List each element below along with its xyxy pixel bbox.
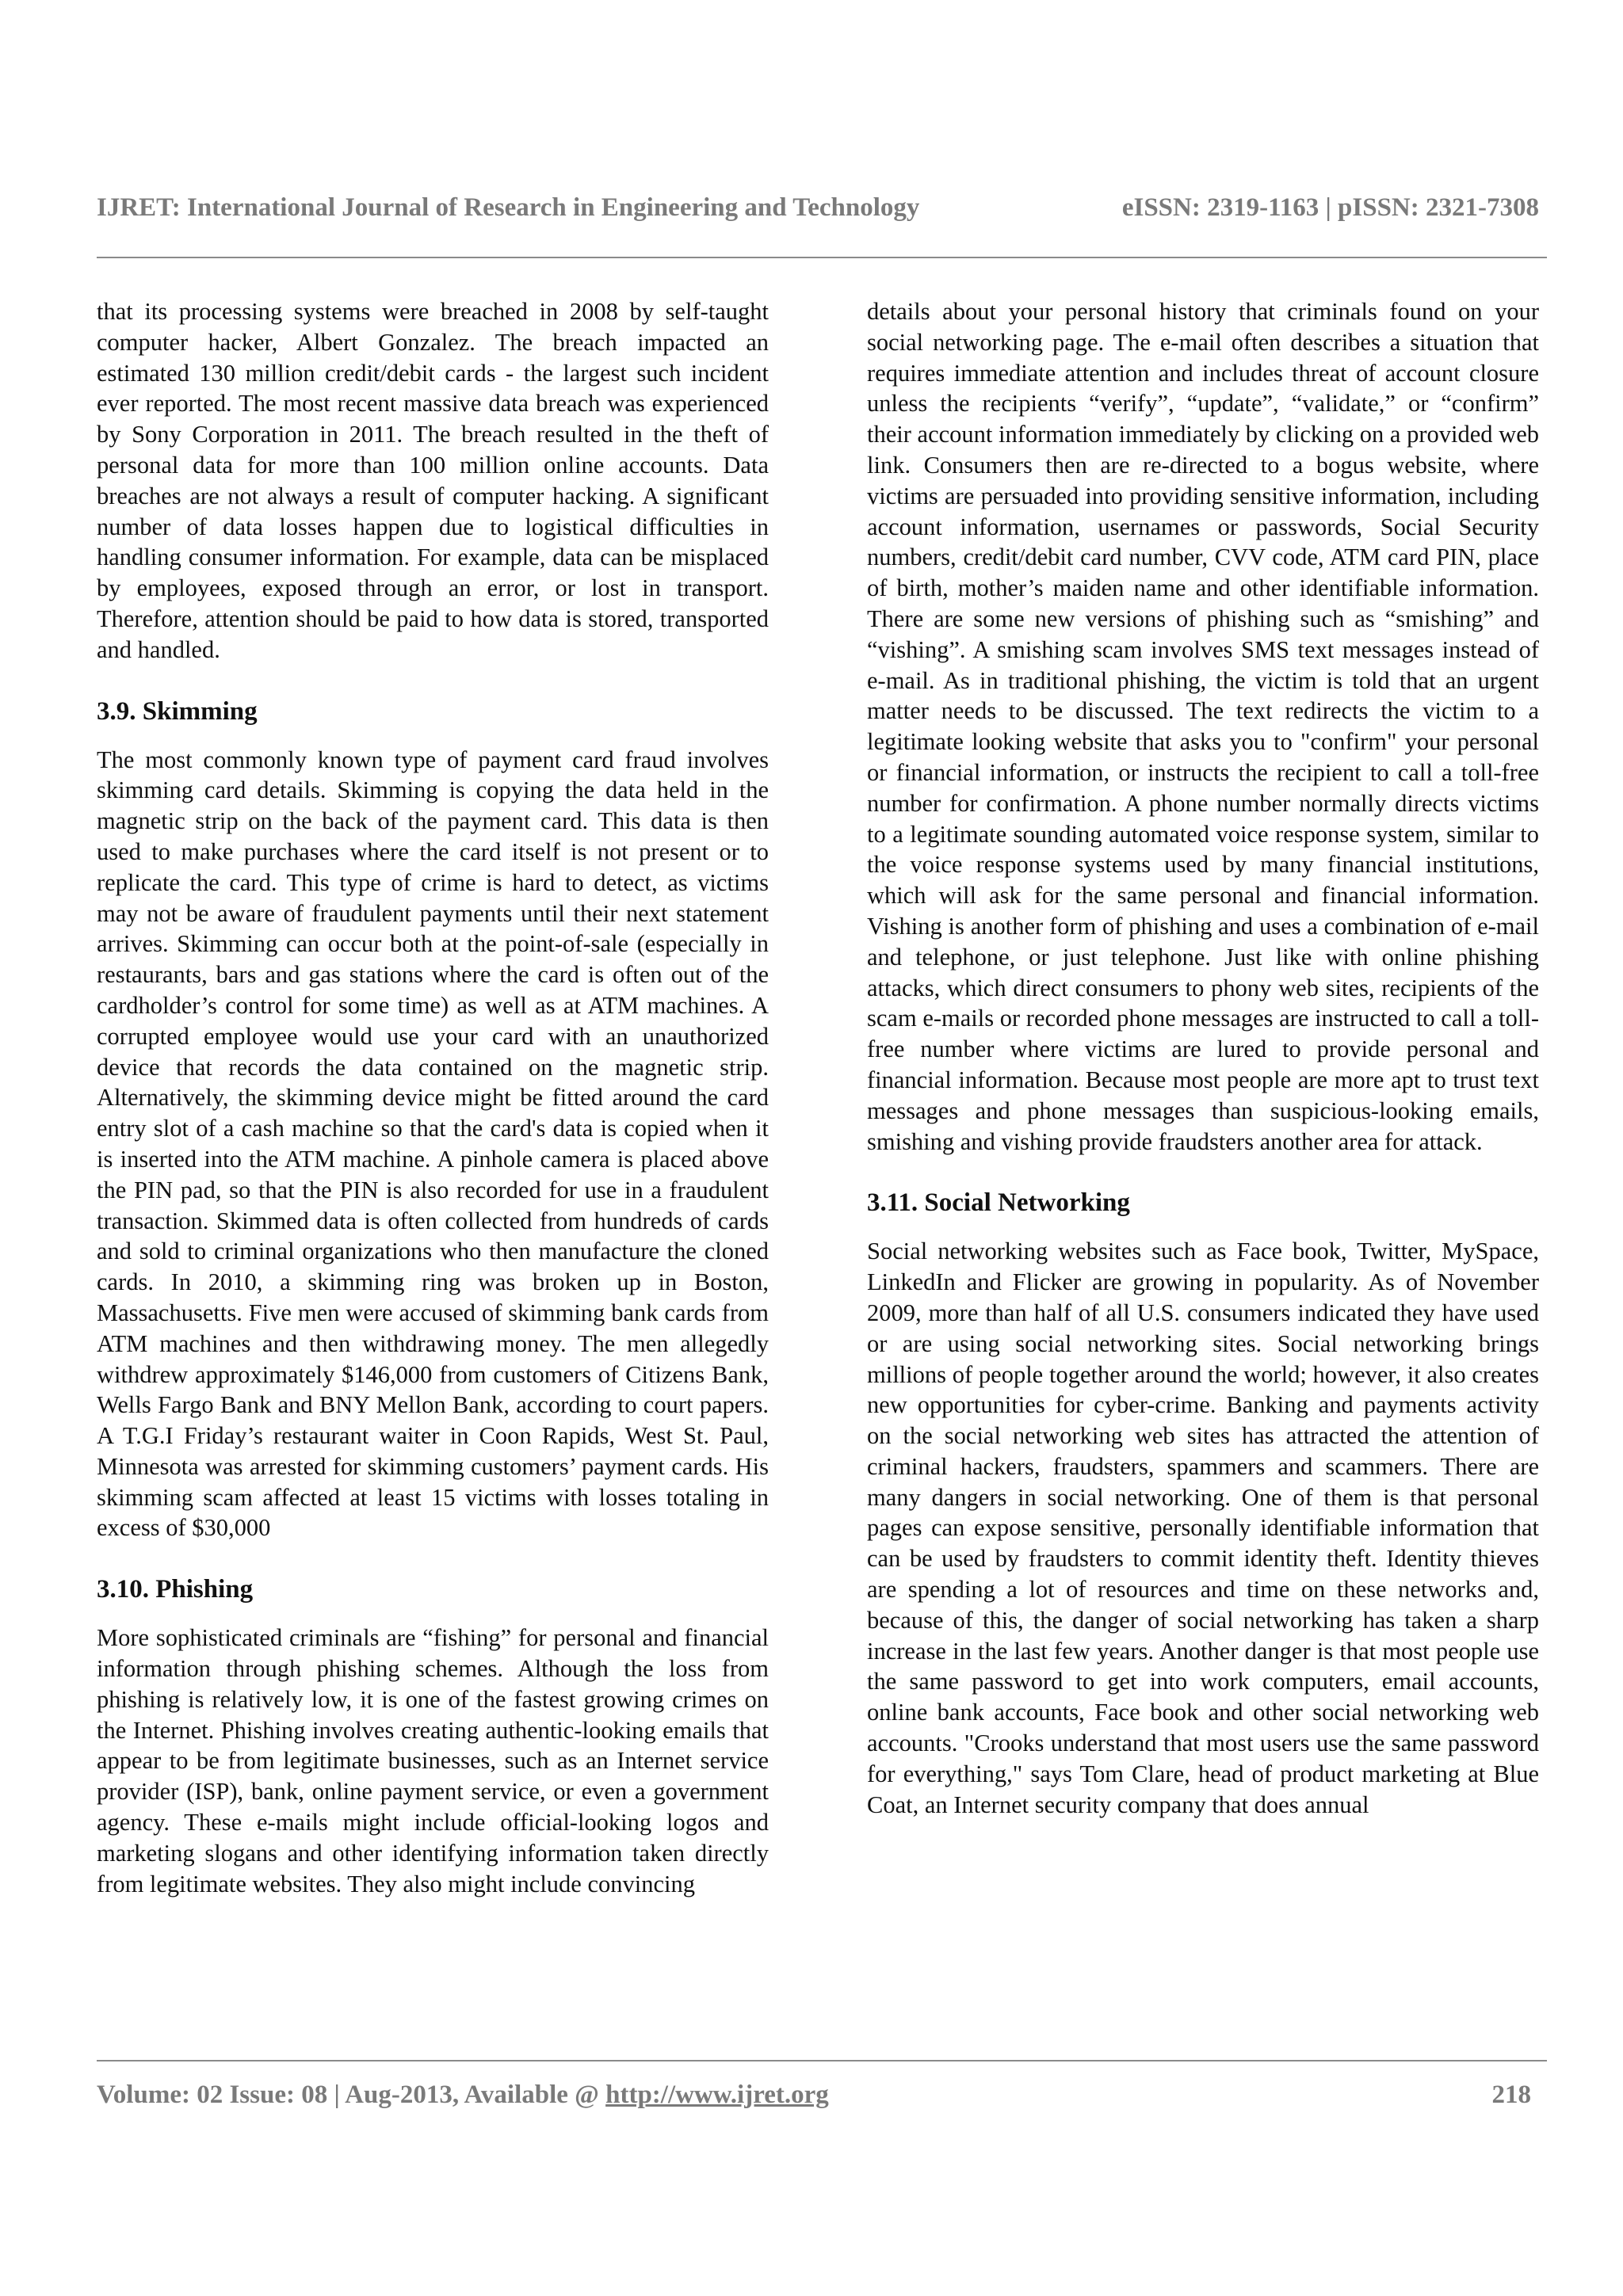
phishing-continued-paragraph: details about your personal history that criminals found on your social networking page. The e-mail often describes a situation that requires immediate attention and includes threat of account closure unless the recipients “verify”, “update”, “validate,” or “confirm” their account information immediately by clicking on a provided web link. Consumers then are re-directed to a bogus website, where victims are persuaded into providing sensitive information, including account information, usernames or passwords, Social Security numbers, credit/debit card number, CVV code, ATM card PIN, place of birth, mother’s maiden name and other identifiable information. There are some new versions of phishing such as “smishing” and “vishing”. A smishing scam involves SMS text messages instead of e-mail. As in traditional phishing, the victim is told that an urgent matter needs to be discussed. The text redirects the victim to a legitimate looking website that asks you to "confirm" your personal or financial information, or instructs the recipient to call a toll-free number for confirmation. A phone number normally directs victims to a legitimate sounding automated voice response system, similar to the voice response systems used by many financial institutions, which will ask for the same personal and financial information. Vishing is another form of phishing and uses a combination of e-mail and telephone, or just telephone. Just like with online phishing attacks, which direct consumers to phony web sites, recipients of the scam e-mails or recorded phone messages are instructed to call a toll-free number where victims are lured to provide personal and financial information. Because most people are more apt to trust text messages and phone messages than suspicious-looking emails, smishing and vishing provide fraudsters another area for attack. xyxy=(867,298,1539,1155)
section-heading-phishing: 3.10. Phishing xyxy=(97,1575,254,1604)
footer-volume xyxy=(97,2081,829,2110)
footer-divider xyxy=(97,2060,1547,2061)
phishing-paragraph: More sophisticated criminals are “fishing” for personal and financial information through phishing schemes. Although the loss from phishing is relatively low, it is one of the fastest growing crimes on the Internet. Phishing involves creating authentic-looking emails that appear to be from legitimate businesses, such as an Internet service provider (ISP), bank, online payment service, or even a government agency. These e-mails might include official-looking logos and marketing slogans and other identifying information taken directly from legitimate websites. They also might include convincing xyxy=(97,1624,769,1897)
volume-info: Volume: 02 Issue: 08 | Aug-2013, Available @ xyxy=(97,2081,606,2109)
header-divider xyxy=(97,257,1547,258)
section-heading-social-networking: 3.11. Social Networking xyxy=(867,1188,1130,1218)
journal-title: IJRET: International Journal of Research in Engineering and Technology xyxy=(97,193,920,222)
intro-paragraph: that its processing systems were breached in 2008 by self-taught computer hacker, Albert Gonzalez. The breach impacted an estimated 130 million credit/debit cards - the largest such incident ever reported. The most recent massive data breach was experienced by Sony Corporation in 2011. The breach resulted in the theft of personal data for more than 100 million online accounts. Data breaches are not always a result of computer hacking. A significant number of data losses happen due to logistical difficulties in handling consumer information. For example, data can be misplaced by employees, exposed through an error, or lost in transport. Therefore, attention should be paid to how data is stored, transported and handled. xyxy=(97,298,769,663)
page-number: 218 xyxy=(1491,2081,1531,2109)
page-footer xyxy=(97,2081,1531,2110)
right-column xyxy=(867,296,1539,1820)
section-heading-skimming: 3.9. Skimming xyxy=(97,696,258,726)
issn-info: eISSN: 2319-1163 | pISSN: 2321-7308 xyxy=(1121,193,1539,222)
page-header xyxy=(97,193,1539,223)
left-column xyxy=(97,296,769,1899)
journal-url-link[interactable]: http://www.ijret.org xyxy=(605,2081,829,2109)
social-networking-paragraph: Social networking websites such as Face book, Twitter, MySpace, LinkedIn and Flicker are growing in popularity. As of November 2009, more than half of all U.S. consumers indicated they have used or are using social networking sites. Social networking brings millions of people together around the world; however, it also creates new opportunities for cyber-crime. Banking and payments activity on the social networking web sites has attracted the attention of criminal hackers, fraudsters, spammers and scammers. There are many dangers in social networking. One of them is that personal pages can expose sensitive, personally identifiable information that can be used by fraudsters to commit identity theft. Identity thieves are spending a lot of resources and time on these networks and, because of this, the danger of social networking has taken a sharp increase in the last few years. Another danger is that most people use the same password to get into work computers, email accounts, online bank accounts, Face book and other social networking web accounts. "Crooks understand that most users use the same password for everything," says Tom Clare, head of product marketing at Blue Coat, an Internet security company that does annual xyxy=(867,1238,1539,1818)
skimming-paragraph: The most commonly known type of payment card fraud involves skimming card details. Skimming is copying the data held in the magnetic strip on the back of the payment card. This data is then used to make purchases where the card itself is not present or to replicate the card. This type of crime is hard to detect, as victims may not be aware of fraudulent payments until their next statement arrives. Skimming can occur both at the point-of-sale (especially in restaurants, bars and gas stations where the card is often out of the cardholder’s control for some time) as well as at ATM machines. A corrupted employee would use your card with an unauthorized device that records the data contained on the magnetic strip. Alternatively, the skimming device might be fitted around the card entry slot of a cash machine so that the card's data is copied when it is inserted into the ATM machine. A pinhole camera is placed above the PIN pad, so that the PIN is also recorded for use in a fraudulent transaction. Skimmed data is often collected from hundreds of cards and sold to criminal organizations who then manufacture the cloned cards. In 2010, a skimming ring was broken up in Boston, Massachusetts. Five men were accused of skimming bank cards from ATM machines and then withdrawing money. The men allegedly withdrew approximately $146,000 from customers of Citizens Bank, Wells Fargo Bank and BNY Mellon Bank, according to court papers. A T.G.I Friday’s restaurant waiter in Coon Rapids, West St. Paul, Minnesota was arrested for skimming customers’ payment cards. His skimming scam affected at least 15 victims with losses totaling in excess of $30,000 xyxy=(97,746,769,1542)
